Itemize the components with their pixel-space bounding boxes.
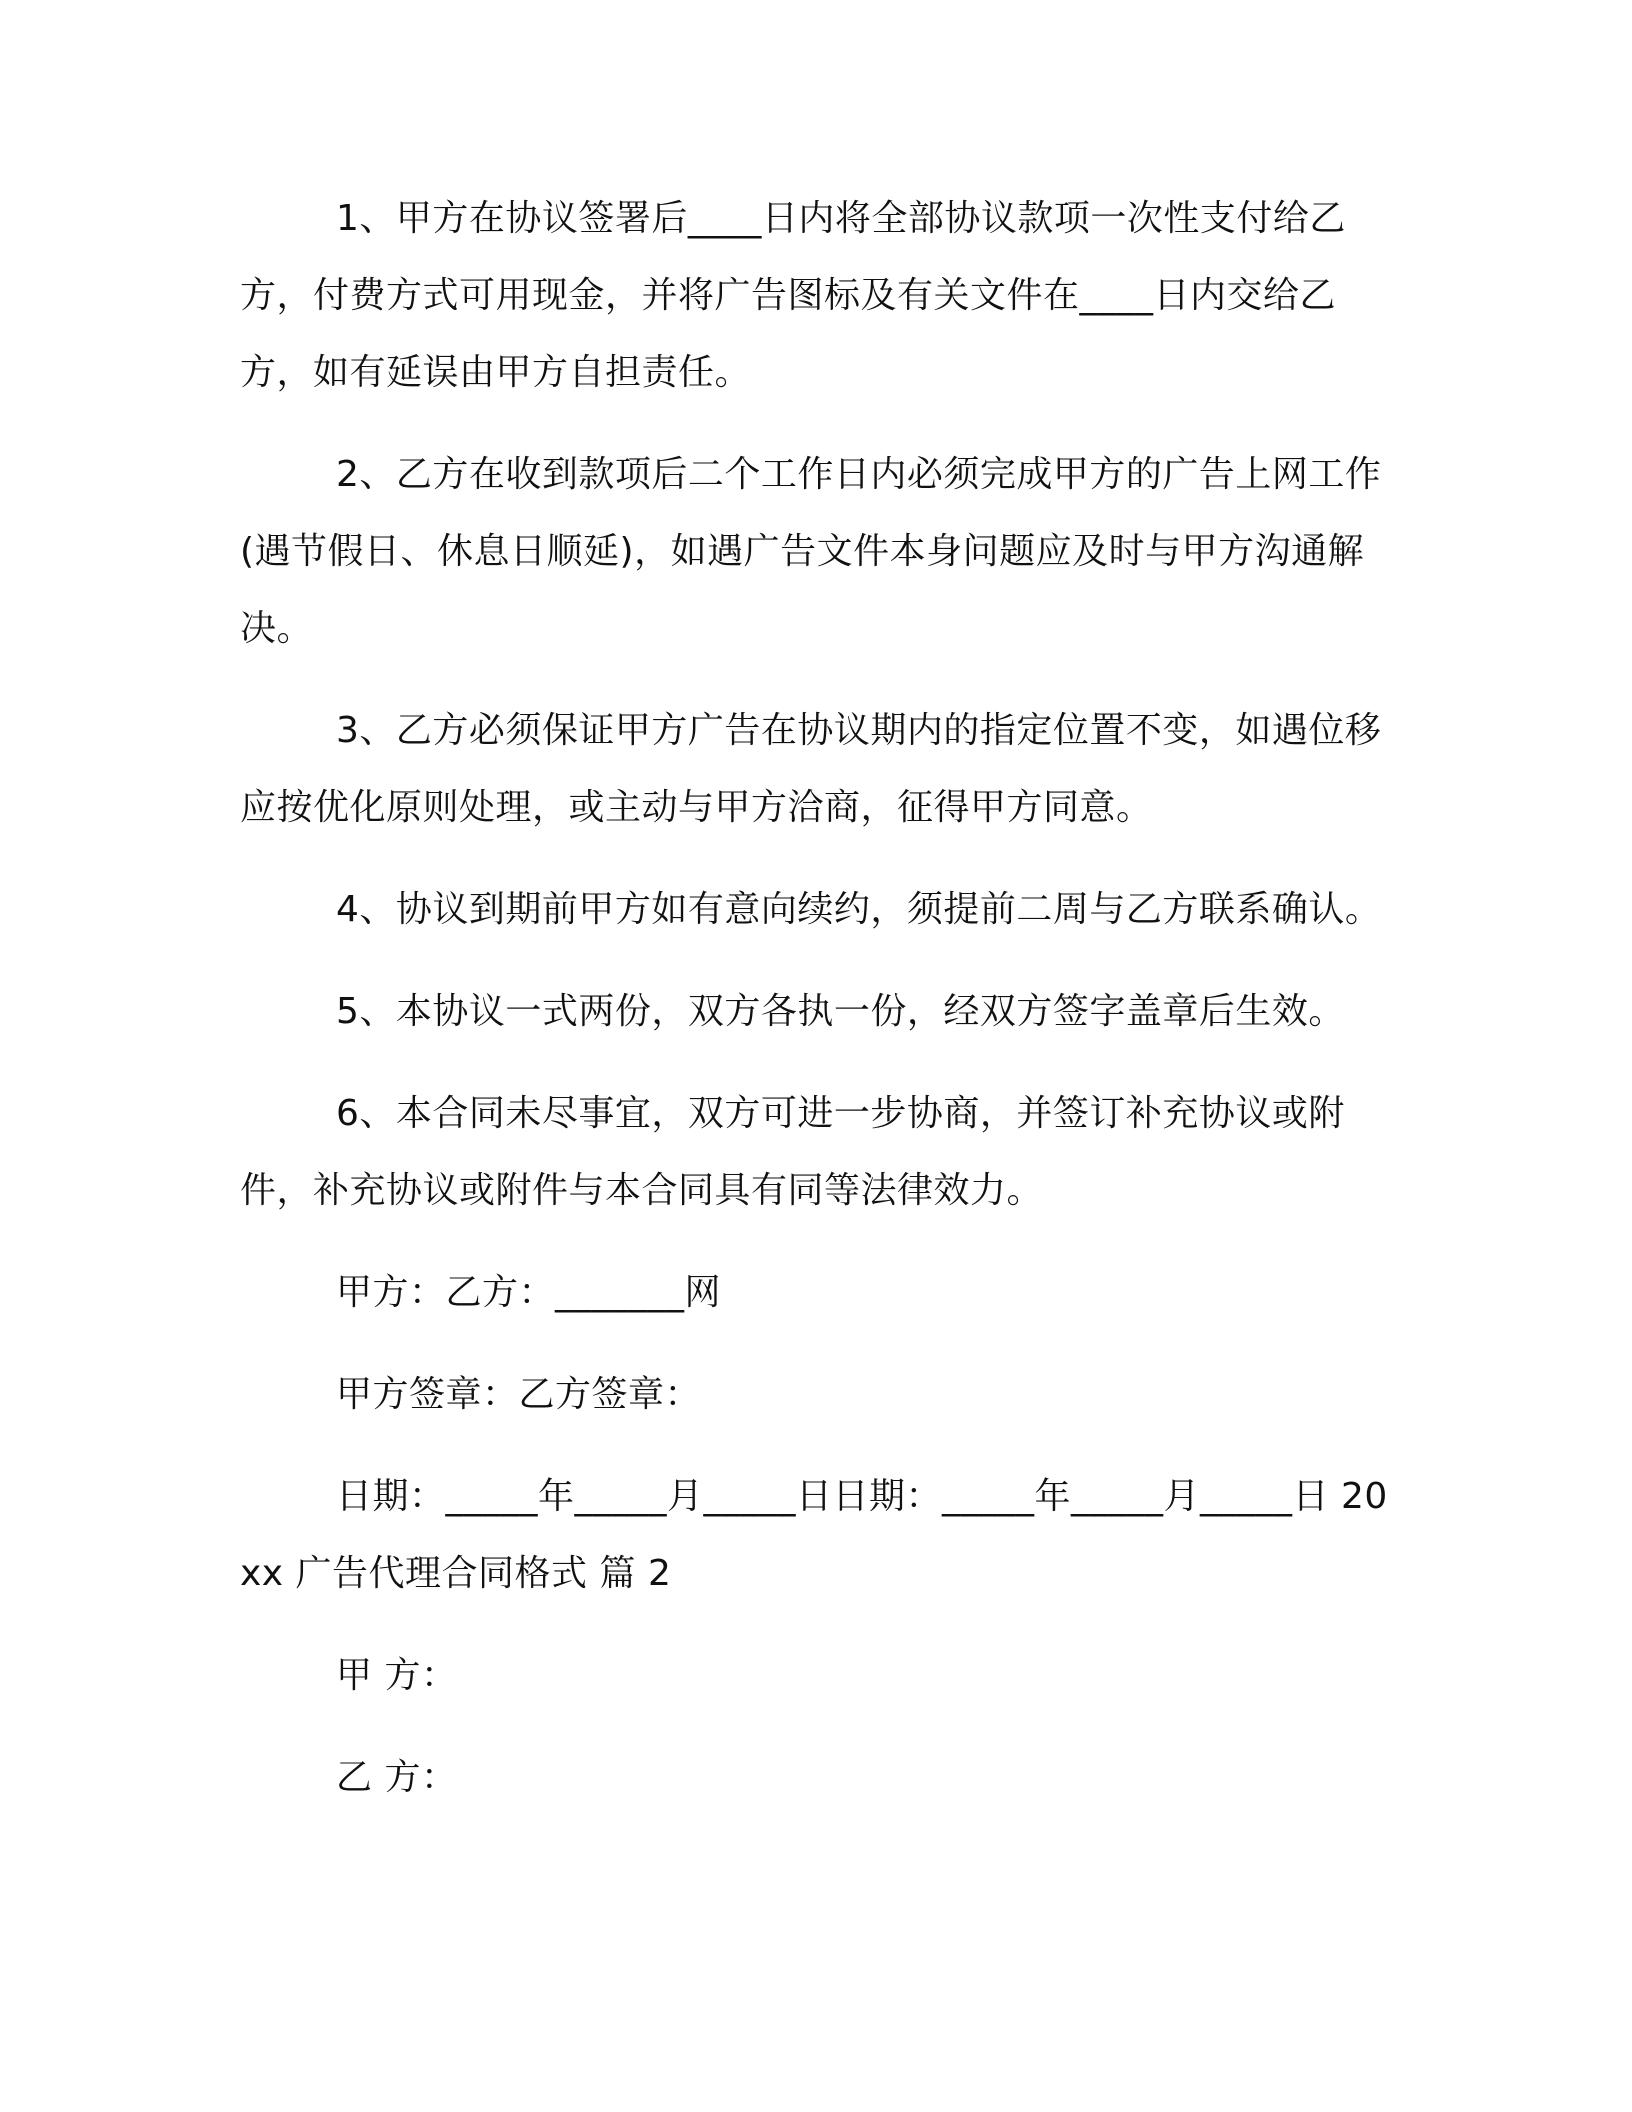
date-line-and-next-title: 日期：_____年_____月_____日日期：_____年_____月_____日 20xx 广告代理合同格式 篇 2: [240, 1476, 1388, 1594]
party-names-line: 甲方：乙方：_______网: [336, 1272, 722, 1313]
clause-6: 6、本合同未尽事宜，双方可进一步协商，并签订补充协议或附件，补充协议或附件与本合同具有同等法律效力。: [240, 1093, 1345, 1211]
clause-3: 3、乙方必须保证甲方广告在协议期内的指定位置不变，如遇位移应按优化原则处理，或主动与甲方洽商，征得甲方同意。: [240, 710, 1382, 828]
clause-4: 4、协议到期前甲方如有意向续约，须提前二周与乙方联系确认。: [336, 889, 1382, 930]
document-body: [240, 180, 1390, 1841]
clause-5: 5、本协议一式两份，双方各执一份，经双方签字盖章后生效。: [336, 991, 1345, 1032]
party-a-label: 甲 方：: [336, 1655, 458, 1696]
party-seals-line: 甲方签章：乙方签章：: [336, 1374, 702, 1415]
party-b-label: 乙 方：: [336, 1757, 458, 1798]
clause-1: 1、甲方在协议签署后____日内将全部协议款项一次性支付给乙方，付费方式可用现金，并将广告图标及有关文件在____日内交给乙方，如有延误由甲方自担责任。: [240, 198, 1346, 393]
clause-2: 2、乙方在收到款项后二个工作日内必须完成甲方的广告上网工作(遇节假日、休息日顺延)，如遇广告文件本身问题应及时与甲方沟通解决。: [240, 454, 1382, 649]
